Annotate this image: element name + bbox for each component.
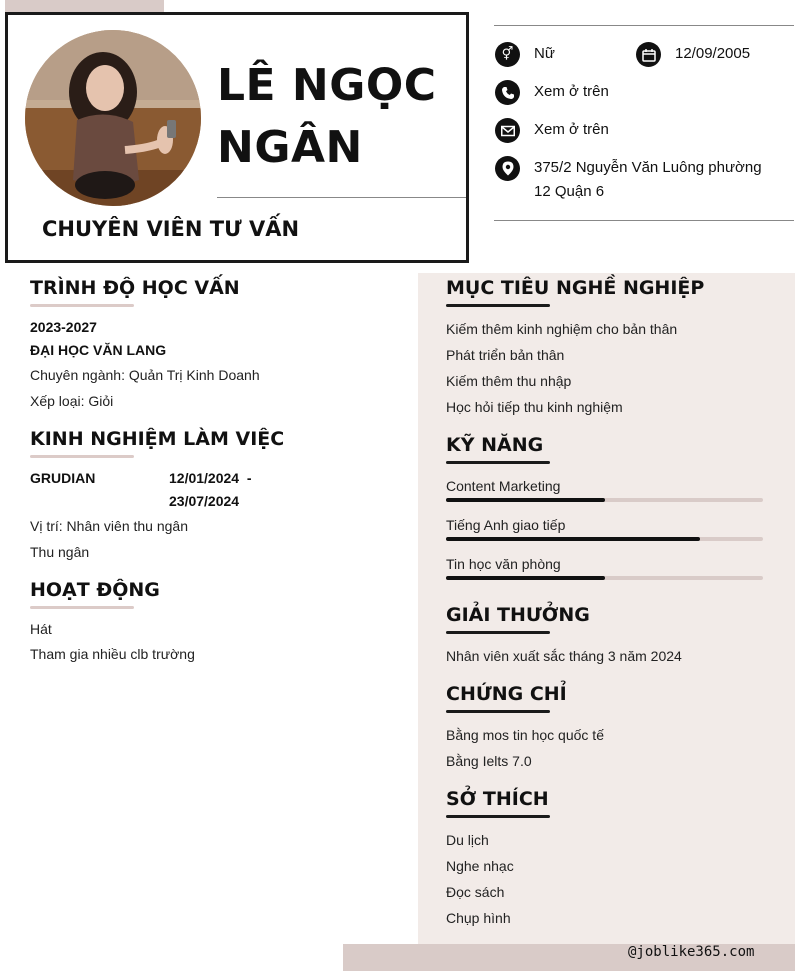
certificates-heading: CHỨNG CHỈ	[446, 683, 567, 705]
certificate-item: Bằng Ielts 7.0	[446, 753, 532, 769]
skill-bar-track	[446, 576, 763, 580]
address-line-2: 12 Quận 6	[534, 183, 605, 200]
hobbies-heading: SỞ THÍCH	[446, 788, 549, 810]
phone-icon	[495, 80, 520, 105]
education-underline	[30, 304, 134, 307]
calendar-icon	[636, 42, 661, 67]
contact-top-divider	[494, 25, 794, 26]
skill-name: Content Marketing	[446, 478, 561, 494]
objective-item: Kiếm thêm kinh nghiệm cho bản thân	[446, 321, 678, 337]
hobby-item: Chụp hình	[446, 910, 511, 926]
experience-date-from: 12/01/2024 -	[169, 470, 252, 486]
skill-name: Tin học văn phòng	[446, 556, 561, 572]
skill-bar-fill	[446, 537, 700, 541]
certificate-item: Bằng mos tin học quốc tế	[446, 727, 604, 743]
activities-heading: HOẠT ĐỘNG	[30, 579, 160, 601]
objective-underline	[446, 304, 550, 307]
experience-position: Vị trí: Nhân viên thu ngân	[30, 518, 188, 534]
skill-bar-track	[446, 537, 763, 541]
objective-item: Phát triển bản thân	[446, 347, 565, 363]
education-major: Chuyên ngành: Quản Trị Kinh Doanh	[30, 367, 260, 383]
address-line-1: 375/2 Nguyễn Văn Luông phường	[534, 159, 762, 176]
hobby-item: Nghe nhạc	[446, 858, 514, 874]
education-grade: Xếp loại: Giỏi	[30, 393, 114, 409]
name-divider	[217, 197, 466, 198]
activities-underline	[30, 606, 134, 609]
gender-value: Nữ	[534, 45, 555, 62]
footer-watermark: @joblike365.com	[628, 944, 755, 960]
objective-item: Học hỏi tiếp thu kinh nghiệm	[446, 399, 623, 415]
experience-company: GRUDIAN	[30, 470, 96, 486]
education-years: 2023-2027	[30, 319, 97, 335]
candidate-name	[217, 55, 437, 179]
awards-heading: GIẢI THƯỞNG	[446, 604, 590, 626]
name-line-1: LÊ NGỌC	[217, 60, 437, 111]
experience-heading: KINH NGHIỆM LÀM VIỆC	[30, 428, 285, 450]
phone-value: Xem ở trên	[534, 83, 609, 100]
job-title: CHUYÊN VIÊN TƯ VẤN	[42, 217, 300, 241]
name-line-2: NGÂN	[217, 122, 363, 173]
skill-name: Tiếng Anh giao tiếp	[446, 517, 566, 533]
activity-item: Tham gia nhiều clb trường	[30, 646, 195, 662]
hobbies-underline	[446, 815, 550, 818]
skill-bar-track	[446, 498, 763, 502]
skill-bar-fill	[446, 576, 605, 580]
skills-heading: KỸ NĂNG	[446, 434, 544, 456]
skills-underline	[446, 461, 550, 464]
activity-item: Hát	[30, 621, 52, 637]
education-heading: TRÌNH ĐỘ HỌC VẤN	[30, 277, 240, 299]
profile-photo	[25, 30, 201, 206]
education-school: ĐẠI HỌC VĂN LANG	[30, 342, 167, 358]
objective-heading: MỤC TIÊU NGHỀ NGHIỆP	[446, 277, 705, 299]
objective-item: Kiếm thêm thu nhập	[446, 373, 572, 389]
contact-bottom-divider	[494, 220, 794, 221]
hobby-item: Du lịch	[446, 832, 489, 848]
gender-icon: ⚥	[495, 42, 520, 67]
experience-underline	[30, 455, 134, 458]
certificates-underline	[446, 710, 550, 713]
email-value: Xem ở trên	[534, 121, 609, 138]
location-pin-icon	[495, 156, 520, 181]
experience-date-to: 23/07/2024	[169, 493, 240, 509]
experience-description: Thu ngân	[30, 544, 90, 560]
awards-underline	[446, 631, 550, 634]
award-item: Nhân viên xuất sắc tháng 3 năm 2024	[446, 648, 682, 664]
birthday-value: 12/09/2005	[675, 45, 751, 62]
hobby-item: Đọc sách	[446, 884, 505, 900]
skill-bar-fill	[446, 498, 605, 502]
mail-icon	[495, 118, 520, 143]
